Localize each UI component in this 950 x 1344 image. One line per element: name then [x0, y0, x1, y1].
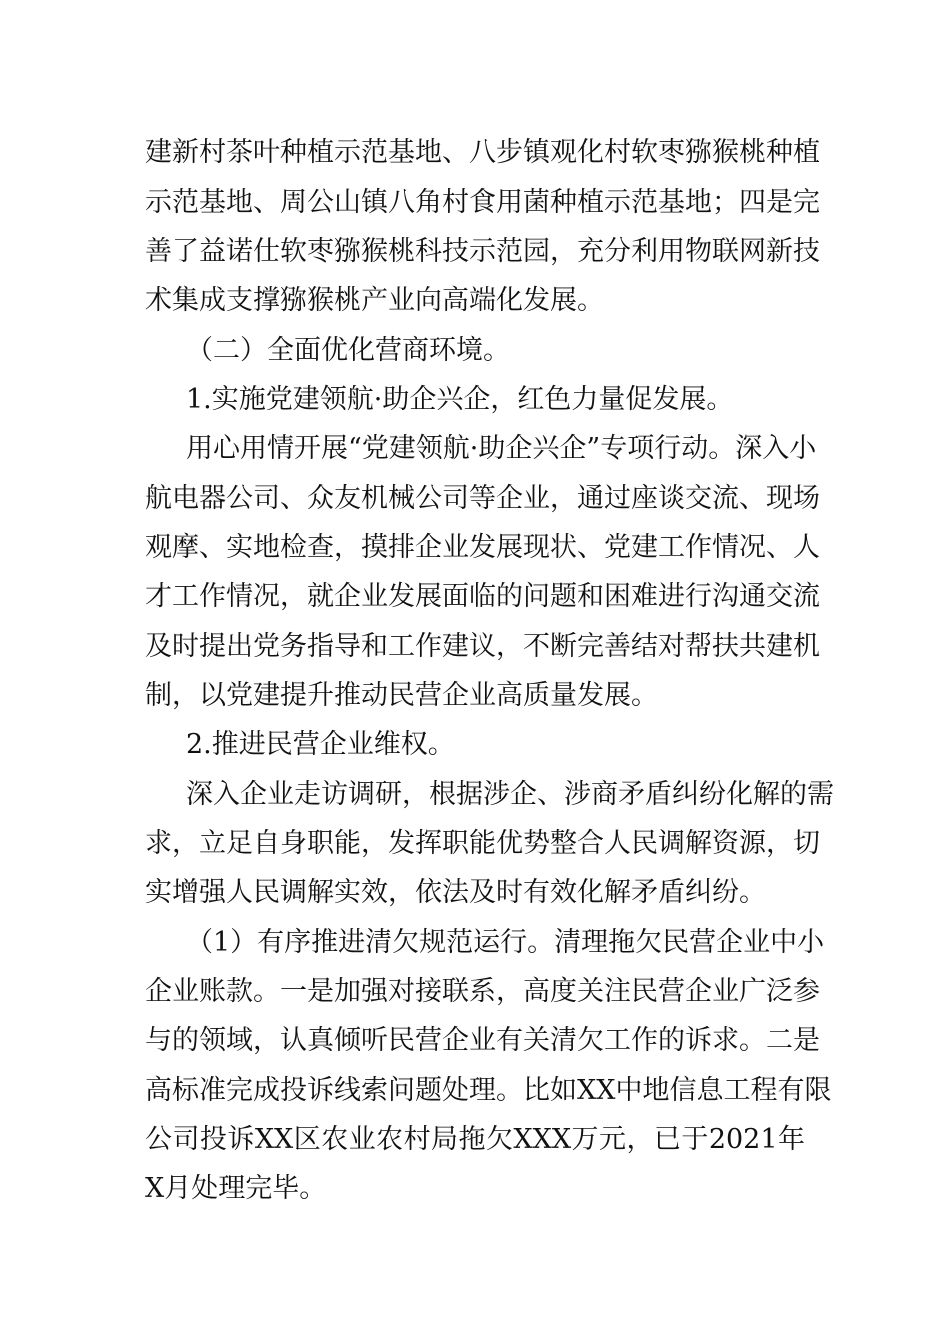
text-line: 高标准完成投诉线索问题处理。比如XX中地信息工程有限: [145, 1075, 832, 1106]
section-heading: （二）全面优化营商环境。: [186, 335, 510, 366]
text-line: 企业账款。一是加强对接联系，高度关注民营企业广泛参: [145, 976, 820, 1007]
text-line: 用心用情开展“党建领航·助企兴企”专项行动。深入小: [186, 433, 817, 464]
text-line: 深入企业走访调研，根据涉企、涉商矛盾纠纷化解的需: [186, 779, 834, 810]
text-line: 及时提出党务指导和工作建议，不断完善结对帮扶共建机: [145, 631, 820, 662]
subsection-heading: 2.推进民营企业维权。: [186, 729, 455, 760]
text-line: 与的领域，认真倾听民营企业有关清欠工作的诉求。二是: [145, 1025, 820, 1056]
text-line: 求，立足自身职能，发挥职能优势整合人民调解资源，切: [145, 828, 820, 859]
subsection-heading: 1.实施党建领航·助企兴企，红色力量促发展。: [186, 384, 734, 415]
text-line: （1）有序推进清欠规范运行。清理拖欠民营企业中小: [186, 927, 825, 958]
text-line: 制，以党建提升推动民营企业高质量发展。: [145, 680, 658, 711]
text-line: 善了益诺仕软枣猕猴桃科技示范园，充分利用物联网新技: [145, 236, 820, 267]
text-line: 公司投诉XX区农业农村局拖欠XXX万元，已于2021年: [145, 1124, 805, 1155]
text-line: 航电器公司、众友机械公司等企业，通过座谈交流、现场: [145, 483, 820, 514]
text-line: 才工作情况，就企业发展面临的问题和困难进行沟通交流: [145, 581, 820, 612]
text-line: 观摩、实地检查，摸排企业发展现状、党建工作情况、人: [145, 532, 820, 563]
text-line: 示范基地、周公山镇八角村食用菌种植示范基地；四是完: [145, 187, 820, 218]
text-line: 实增强人民调解实效，依法及时有效化解矛盾纠纷。: [145, 877, 766, 908]
text-line: 术集成支撑猕猴桃产业向高端化发展。: [145, 285, 604, 316]
text-line: X月处理完毕。: [145, 1173, 327, 1204]
text-line: 建新村茶叶种植示范基地、八步镇观化村软枣猕猴桃种植: [145, 137, 820, 168]
